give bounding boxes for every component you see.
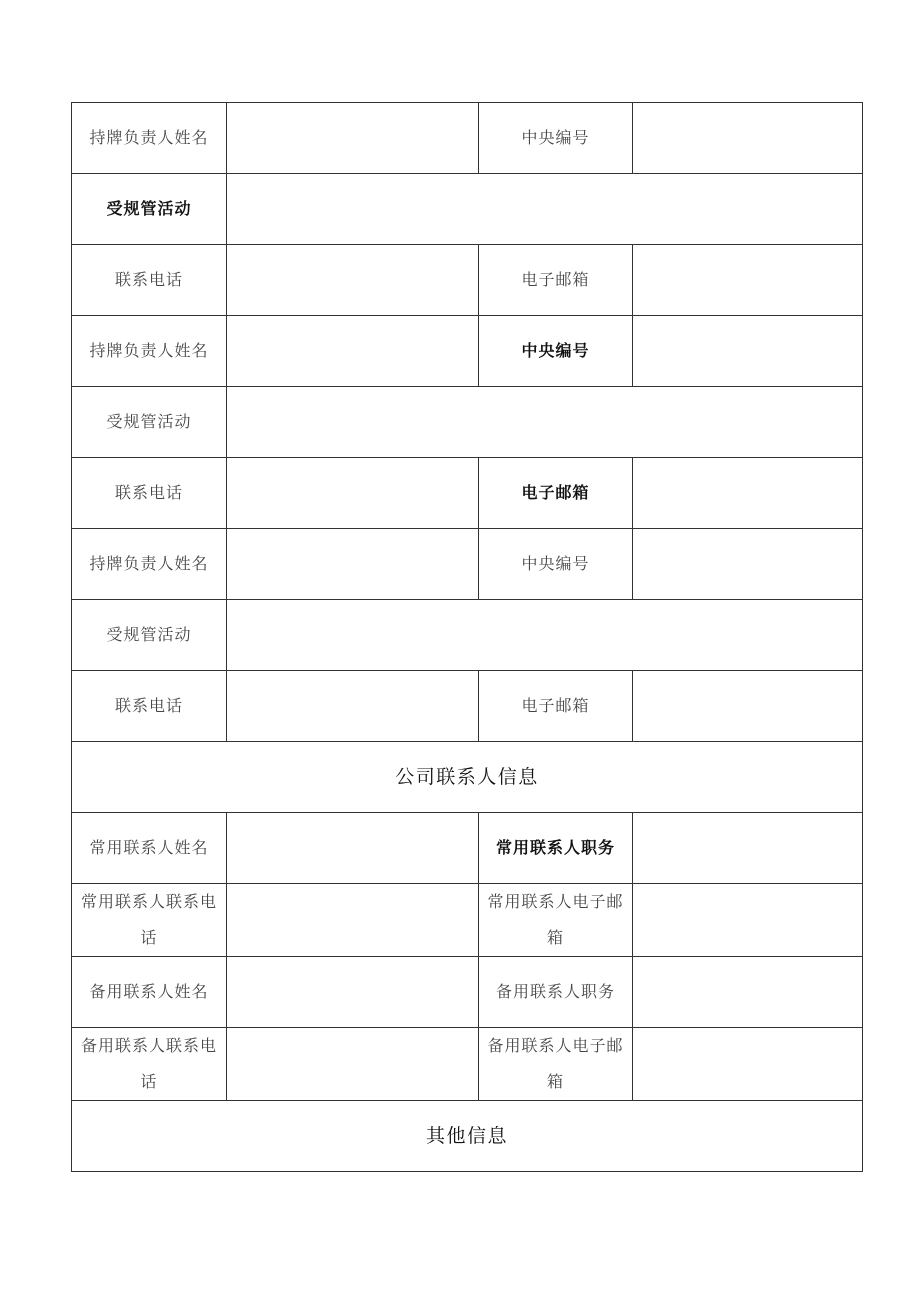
- phone-label: 联系电话: [72, 671, 227, 742]
- backup-contact-position-field[interactable]: [633, 957, 863, 1028]
- regulated-activity-label: 受规管活动: [72, 174, 227, 245]
- phone-label: 联系电话: [72, 458, 227, 529]
- phone-field[interactable]: [227, 245, 479, 316]
- central-number-label: 中央编号: [479, 103, 633, 174]
- backup-contact-email-label: 备用联系人电子邮箱: [479, 1028, 633, 1101]
- phone-label: 联系电话: [72, 245, 227, 316]
- licensee-2-activity-row: [72, 387, 863, 458]
- registration-form-table: [71, 102, 863, 1172]
- regulated-activity-field[interactable]: [227, 174, 863, 245]
- licensee-3-name-row: [72, 529, 863, 600]
- email-label: 电子邮箱: [479, 458, 633, 529]
- email-label: 电子邮箱: [479, 245, 633, 316]
- phone-field[interactable]: [227, 671, 479, 742]
- licensee-3-activity-row: [72, 600, 863, 671]
- backup-contact-phone-field[interactable]: [227, 1028, 479, 1101]
- backup-contact-position-label: 备用联系人职务: [479, 957, 633, 1028]
- licensee-name-field[interactable]: [227, 103, 479, 174]
- regulated-activity-label: 受规管活动: [72, 387, 227, 458]
- other-section-header-row: [72, 1101, 863, 1172]
- central-number-field[interactable]: [633, 103, 863, 174]
- backup-contact-name-row: [72, 957, 863, 1028]
- licensee-1-name-row: [72, 103, 863, 174]
- central-number-label: 中央编号: [479, 316, 633, 387]
- licensee-name-label: 持牌负责人姓名: [72, 529, 227, 600]
- contact-section-header-row: [72, 742, 863, 813]
- primary-contact-phone-field[interactable]: [227, 884, 479, 957]
- primary-contact-email-label: 常用联系人电子邮箱: [479, 884, 633, 957]
- other-section-title: 其他信息: [72, 1101, 863, 1172]
- licensee-name-field[interactable]: [227, 529, 479, 600]
- primary-contact-phone-row: [72, 884, 863, 957]
- central-number-label: 中央编号: [479, 529, 633, 600]
- primary-contact-position-field[interactable]: [633, 813, 863, 884]
- primary-contact-name-label: 常用联系人姓名: [72, 813, 227, 884]
- central-number-field[interactable]: [633, 316, 863, 387]
- licensee-2-name-row: [72, 316, 863, 387]
- email-field[interactable]: [633, 458, 863, 529]
- backup-contact-name-field[interactable]: [227, 957, 479, 1028]
- licensee-3-contact-row: [72, 671, 863, 742]
- licensee-name-field[interactable]: [227, 316, 479, 387]
- backup-contact-email-field[interactable]: [633, 1028, 863, 1101]
- licensee-1-activity-row: [72, 174, 863, 245]
- licensee-name-label: 持牌负责人姓名: [72, 316, 227, 387]
- email-field[interactable]: [633, 671, 863, 742]
- backup-contact-name-label: 备用联系人姓名: [72, 957, 227, 1028]
- primary-contact-phone-label: 常用联系人联系电话: [72, 884, 227, 957]
- central-number-field[interactable]: [633, 529, 863, 600]
- backup-contact-phone-row: [72, 1028, 863, 1101]
- primary-contact-email-field[interactable]: [633, 884, 863, 957]
- backup-contact-phone-label: 备用联系人联系电话: [72, 1028, 227, 1101]
- primary-contact-name-row: [72, 813, 863, 884]
- licensee-1-contact-row: [72, 245, 863, 316]
- primary-contact-name-field[interactable]: [227, 813, 479, 884]
- regulated-activity-label: 受规管活动: [72, 600, 227, 671]
- regulated-activity-field[interactable]: [227, 600, 863, 671]
- primary-contact-position-label: 常用联系人职务: [479, 813, 633, 884]
- licensee-2-contact-row: [72, 458, 863, 529]
- contact-section-title: 公司联系人信息: [72, 742, 863, 813]
- email-field[interactable]: [633, 245, 863, 316]
- phone-field[interactable]: [227, 458, 479, 529]
- regulated-activity-field[interactable]: [227, 387, 863, 458]
- licensee-name-label: 持牌负责人姓名: [72, 103, 227, 174]
- email-label: 电子邮箱: [479, 671, 633, 742]
